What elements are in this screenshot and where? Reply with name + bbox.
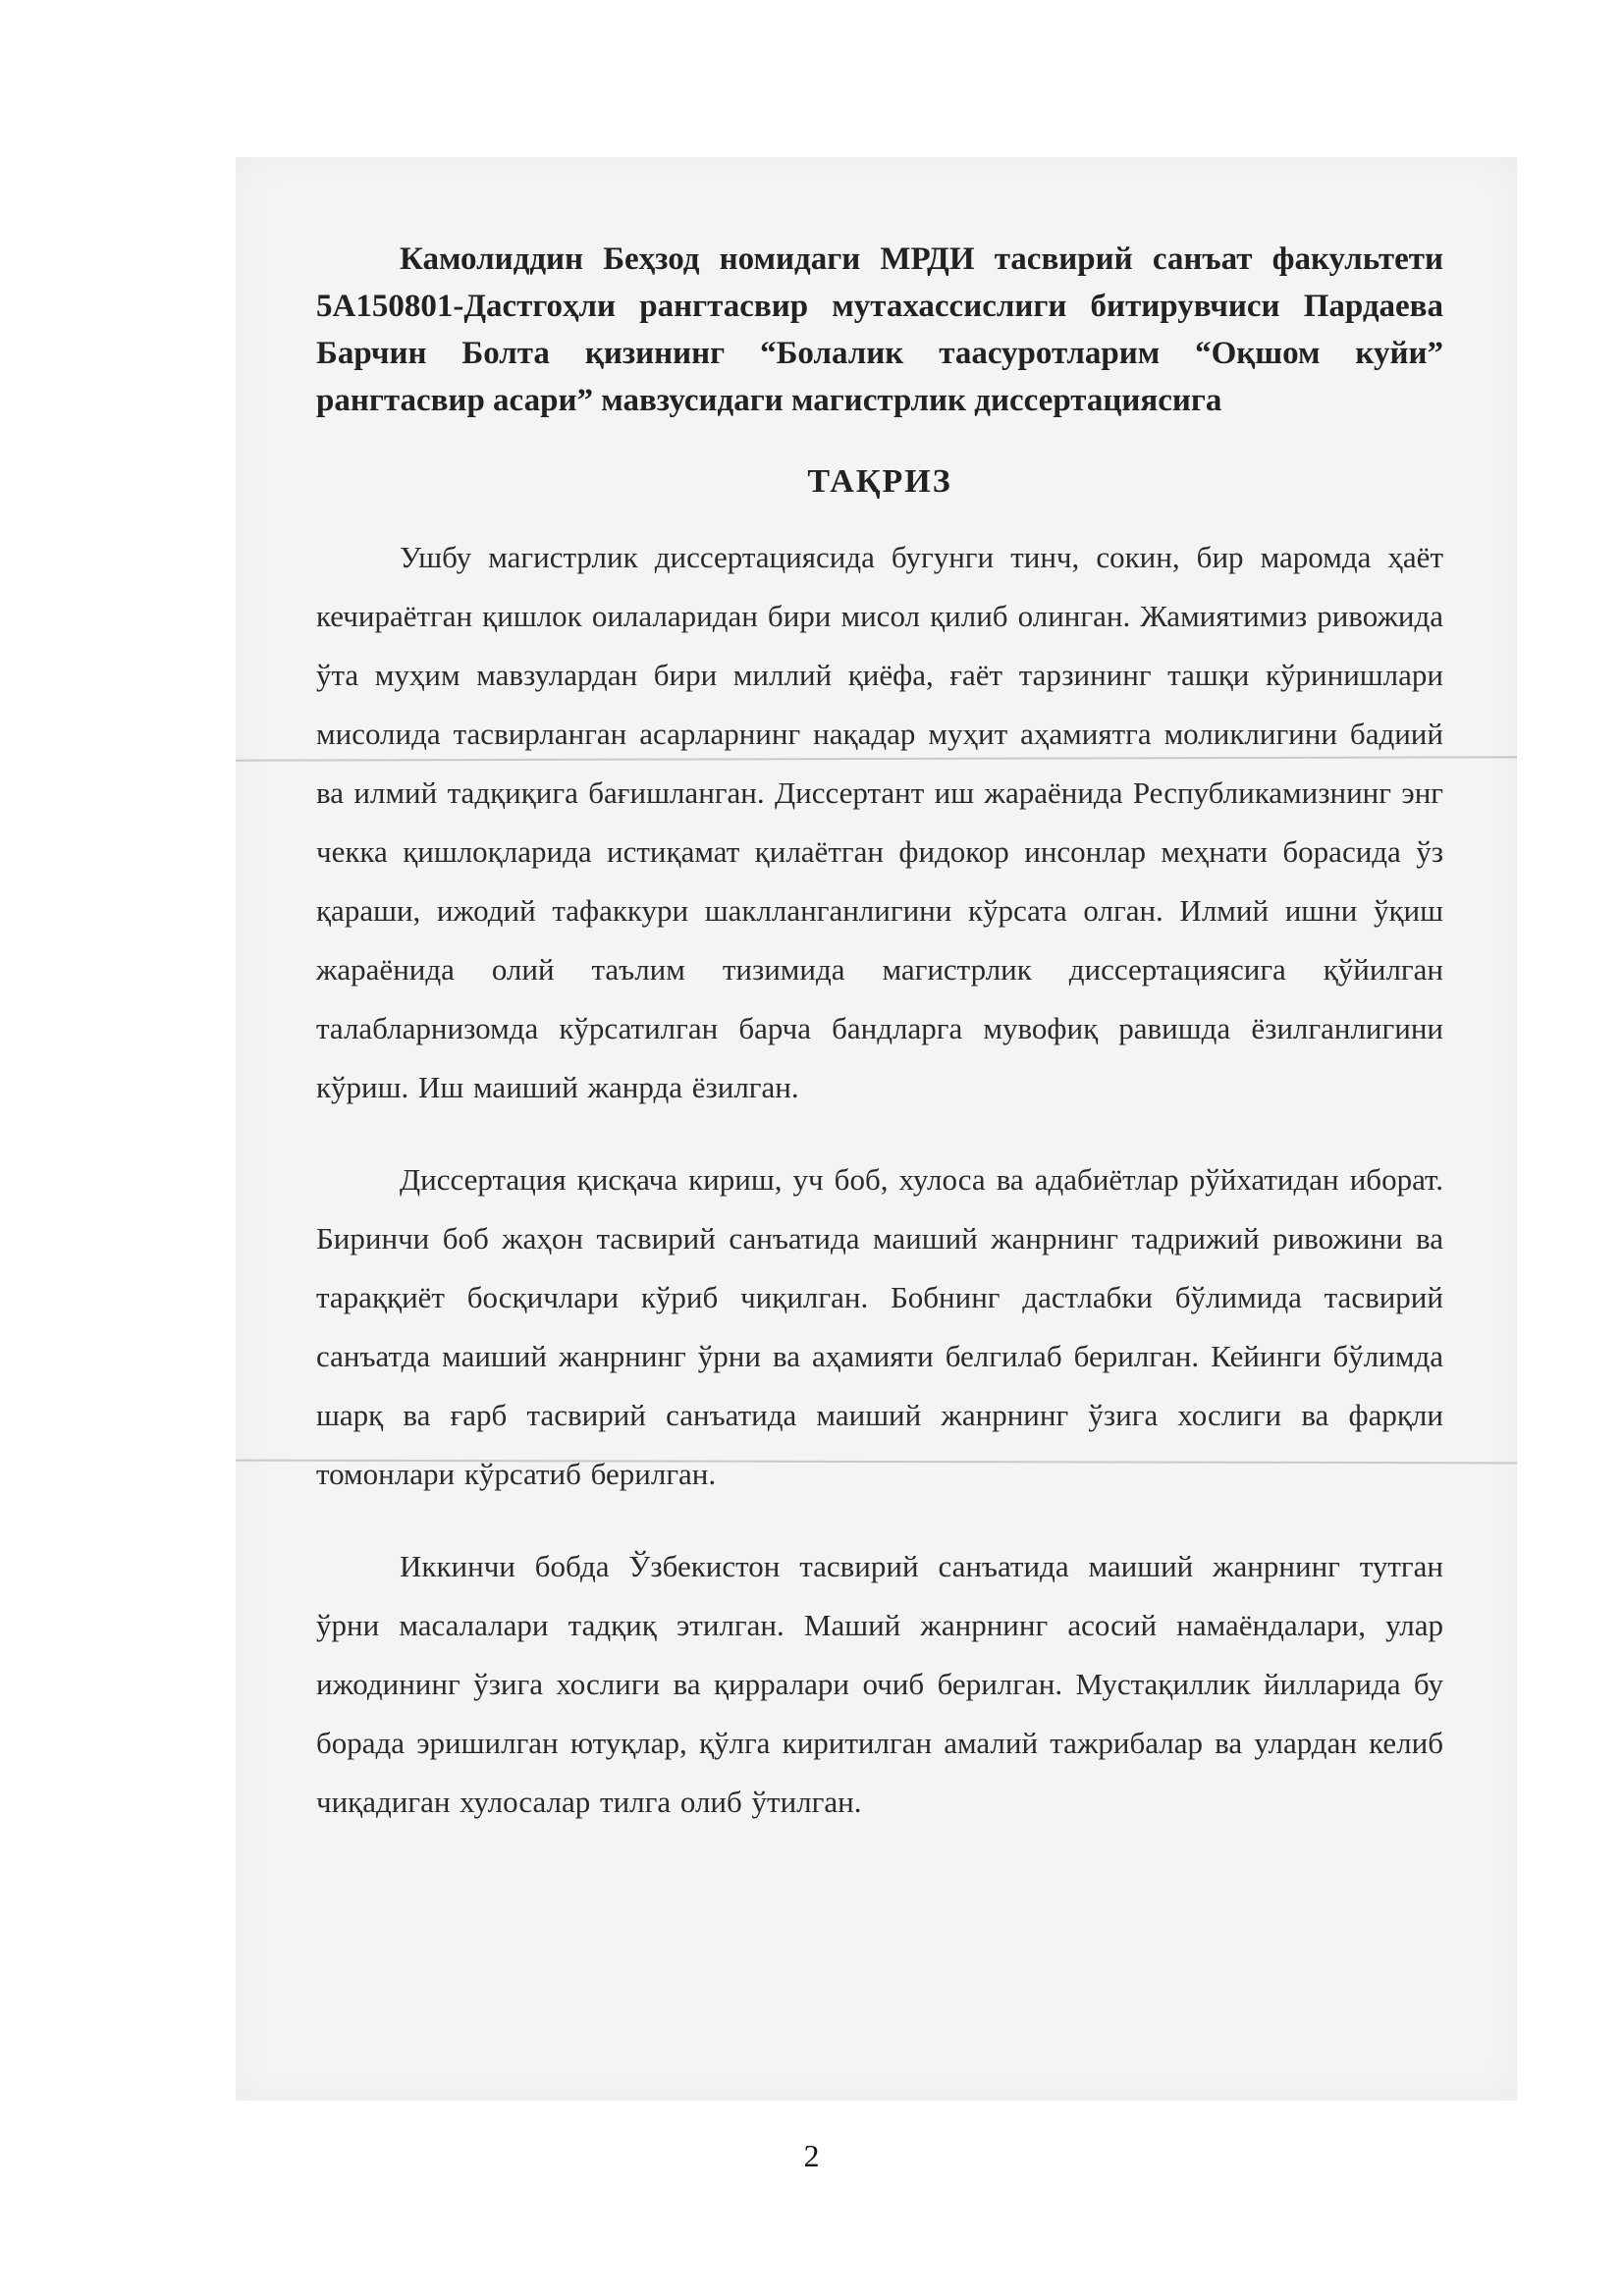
document-body <box>316 236 1443 1865</box>
paragraph-1: Ушбу магистрлик диссертациясида бугунги тинч, сокин, бир маромда ҳаёт кечираётган қишлок оилаларидан бири мисол қилиб олинган. Жамиятимиз ривожида ўта муҳим мавзулардан бири миллий қиёфа, ғаёт тарзининг ташқи кўринишлари мисолида тасвирланган асарларнинг нақадар муҳит аҳамиятга моликлигини бадиий ва илмий тадқиқига бағишланган. Диссертант иш жараёнида Республикамизнинг энг чекка қишлоқларида истиқамат қилаётган фидокор инсонлар меҳнати борасида ўз қараши, ижодий тафаккури шаклланганлигини кўрсата олган. Илмий ишни ўқиш жараёнида олий таълим тизимида магистрлик диссертациясига қўйилган талабларнизомда кўрсатилган барча бандларга мувофиқ равишда ёзилганлигини кўриш. Иш маиший жанрда ёзилган. <box>316 540 1443 1104</box>
document-title: ТАҚРИЗ <box>807 463 952 500</box>
document-heading: Камолиддин Беҳзод номидаги МРДИ тасвирий санъат факультети 5А150801-Дастгоҳли рангтасвир мутахассислиги битирувчиси Пардаева Барчин Болта қизининг “Болалик таасуротларим “Оқшом куйи” рангтасвир асари” мавзусидаги магистрлик диссертациясига <box>316 241 1443 418</box>
page-number: 2 <box>803 2138 820 2173</box>
paragraph-3: Иккинчи бобда Ўзбекистон тасвирий санъатида маиший жанрнинг тутган ўрни масалалари тадқиқ этилган. Маший жанрнинг асосий намаёндалари, улар ижодининг ўзига хослиги ва қирралари очиб берилган. Мустақиллик йилларида бу борада эришилган ютуқлар, қўлга киритилган амалий тажрибалар ва улардан келиб чиқадиган хулосалар тилга олиб ўтилган. <box>316 1549 1443 1819</box>
paragraph-2: Диссертация қисқача кириш, уч боб, хулоса ва адабиётлар рўйхатидан иборат. Биринчи боб жаҳон тасвирий санъатида маиший жанрнинг тадрижий ривожини ва тараққиёт босқичлари кўриб чиқилган. Бобнинг дастлабки бўлимида тасвирий санъатда маиший жанрнинг ўрни ва аҳамияти белгилаб берилган. Кейинги бўлимда шарқ ва ғарб тасвирий санъатида маиший жанрнинг ўзига хослиги ва фарқли томонлари кўрсатиб берилган. <box>316 1162 1443 1491</box>
